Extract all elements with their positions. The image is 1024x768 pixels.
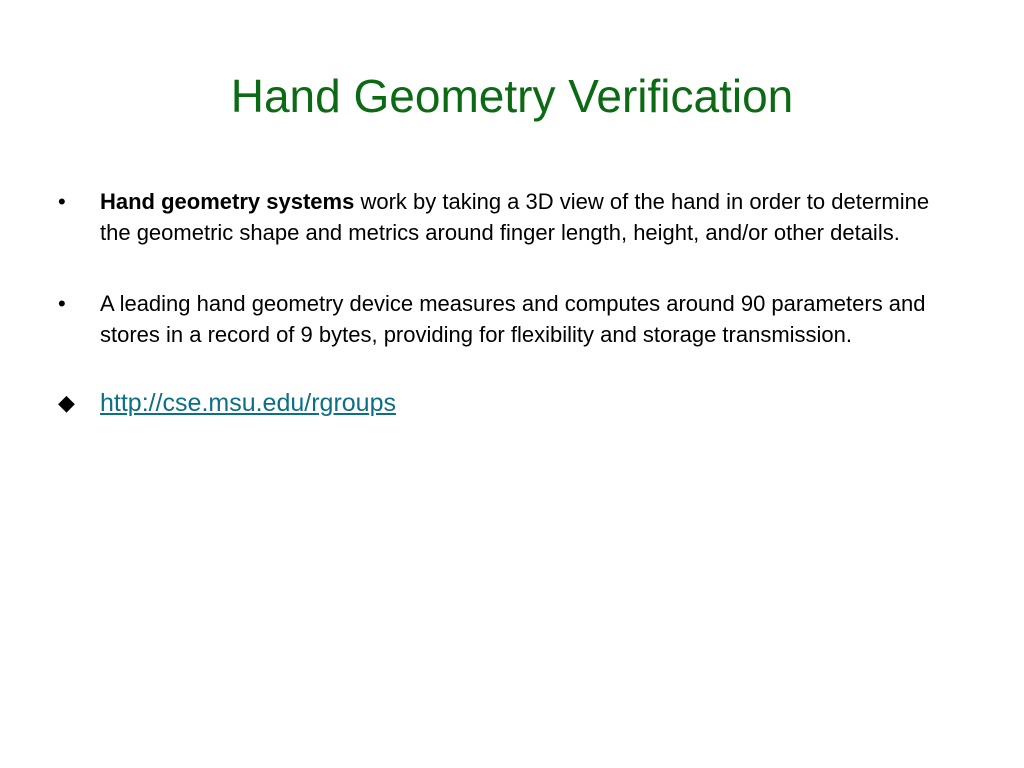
bullet-marker-icon: •	[58, 189, 66, 214]
reference-link[interactable]: http://cse.msu.edu/rgroups	[100, 389, 396, 417]
bullet-body: A leading hand geometry device measures and computes around 90 parameters and stores in a record of 9 bytes, providing for flexibility and storage transmission.	[100, 291, 926, 347]
link-item	[58, 386, 958, 420]
bullet-body: work by taking a 3D view of the hand in order to determine the geometric shape and metrics around finger length, height, and/or other details.	[100, 189, 930, 245]
slide-title: Hand Geometry Verification	[230, 70, 794, 122]
bullet-marker-icon: •	[58, 291, 66, 316]
bullet-list	[58, 186, 958, 420]
bullet-item-leading-device	[58, 288, 958, 350]
bullet-bold-lead: Hand geometry systems	[100, 189, 355, 214]
diamond-bullet-icon: ◆	[58, 390, 75, 415]
bullet-text	[100, 189, 929, 245]
bullet-item-hand-geometry-systems	[58, 186, 958, 248]
